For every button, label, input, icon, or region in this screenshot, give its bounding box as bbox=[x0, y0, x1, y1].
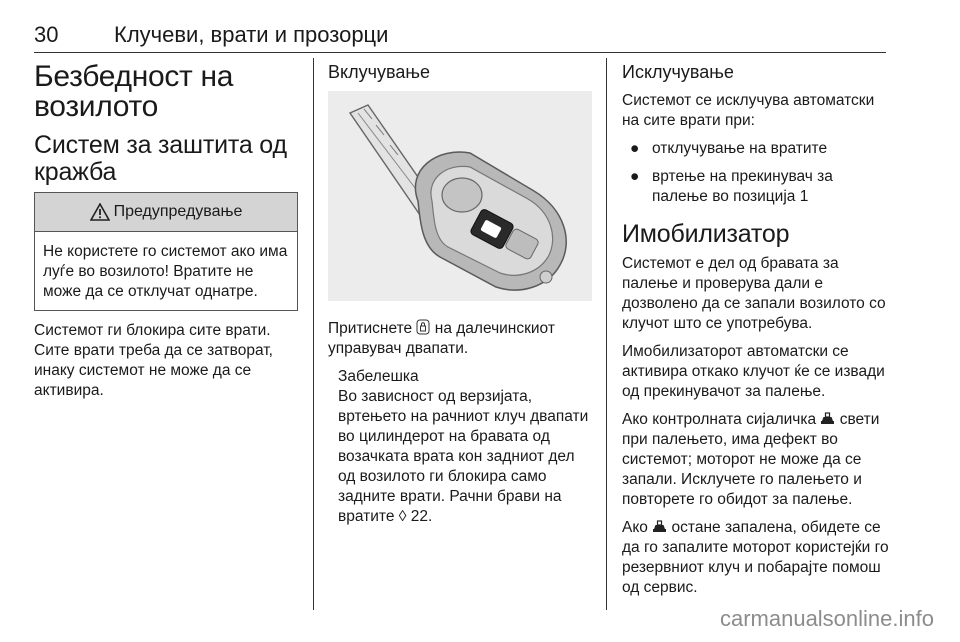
text-run: свети при палењето, има дефект во системот; моторот не може да се запали. Исклучете го палењето и повторете го обидот за палење. bbox=[622, 411, 880, 508]
paragraph: Системот се исклучува автоматски на сите врати при: bbox=[622, 92, 875, 129]
bullet-list bbox=[622, 139, 892, 207]
immobilizer-lamp-icon bbox=[820, 412, 835, 426]
running-title: Клучеви, врати и прозорци bbox=[114, 22, 389, 47]
column-middle bbox=[328, 60, 592, 535]
immobilizer-lamp-icon bbox=[652, 520, 667, 534]
page-ref-arrow-icon: ◊ bbox=[398, 508, 407, 525]
subsection-title: Систем за заштита од кражба bbox=[34, 131, 287, 186]
paragraph bbox=[622, 518, 892, 598]
subheading-deactivation: Исклучување bbox=[622, 62, 734, 82]
paragraph: Системот е дел од бравата за палење и проверува дали е дозволено да се запали возилото со клучот што се употребува. bbox=[622, 255, 886, 332]
page-number: 30 bbox=[34, 22, 59, 47]
warning-header bbox=[35, 193, 297, 232]
bullet-icon: ● bbox=[630, 168, 640, 185]
subsection-title: Имобилизатор bbox=[622, 220, 790, 248]
note-text bbox=[338, 387, 592, 527]
paragraph bbox=[622, 410, 892, 510]
text-run: остане запалена, обидете се да го запалите моторот користејќи го резервниот клуч и побарајте помош од сервис. bbox=[622, 519, 889, 596]
lock-button-icon bbox=[416, 319, 430, 335]
text-run: Ако контролната сијаличка bbox=[622, 411, 817, 428]
section-title: Безбедност на возилото bbox=[34, 60, 234, 123]
column-divider bbox=[313, 58, 314, 610]
list-item-text: вртење на прекинувач за палење во позиција 1 bbox=[652, 168, 833, 205]
list-item-text: отклучување на вратите bbox=[652, 140, 828, 157]
list-item bbox=[622, 139, 892, 159]
bullet-icon: ● bbox=[630, 140, 640, 157]
warning-box bbox=[34, 192, 298, 311]
page-reference[interactable]: 22. bbox=[410, 508, 433, 525]
note-title: Забелешка bbox=[338, 368, 419, 385]
warning-title: Предупредување bbox=[113, 203, 243, 220]
column-right bbox=[622, 60, 892, 606]
warning-icon bbox=[90, 203, 110, 221]
page-header bbox=[34, 18, 886, 53]
watermark: carmanualsonline.info bbox=[719, 606, 934, 631]
text-run: на далечинскиот управувач двапати. bbox=[328, 320, 555, 357]
warning-text: Не користете го системот ако има луѓе во возилото! Вратите не може да се отклучат однатре. bbox=[43, 243, 288, 300]
remote-key-illustration bbox=[328, 91, 592, 301]
text-run: Притиснете bbox=[328, 320, 413, 337]
note-block bbox=[338, 367, 592, 527]
paragraph: Имобилизаторот автоматски се активира откако клучот ќе се извади од прекинувачот за палење. bbox=[622, 343, 885, 400]
column-left bbox=[34, 60, 298, 409]
text-run: Во зависност од верзијата, вртењето на рачниот клуч двапати во цилиндерот на бравата од возачката врата кон задниот дел од возилото ги блокира само задните врати. Рачни брави на вратите bbox=[338, 388, 589, 525]
text-run: Ако bbox=[622, 519, 648, 536]
subheading-activation: Вклучување bbox=[328, 62, 430, 82]
column-divider bbox=[606, 58, 607, 610]
paragraph: Системот ги блокира сите врати. Сите врати треба да се затворат, инаку системот не може да се активира. bbox=[34, 322, 273, 399]
list-item bbox=[622, 167, 892, 207]
paragraph bbox=[328, 319, 592, 359]
